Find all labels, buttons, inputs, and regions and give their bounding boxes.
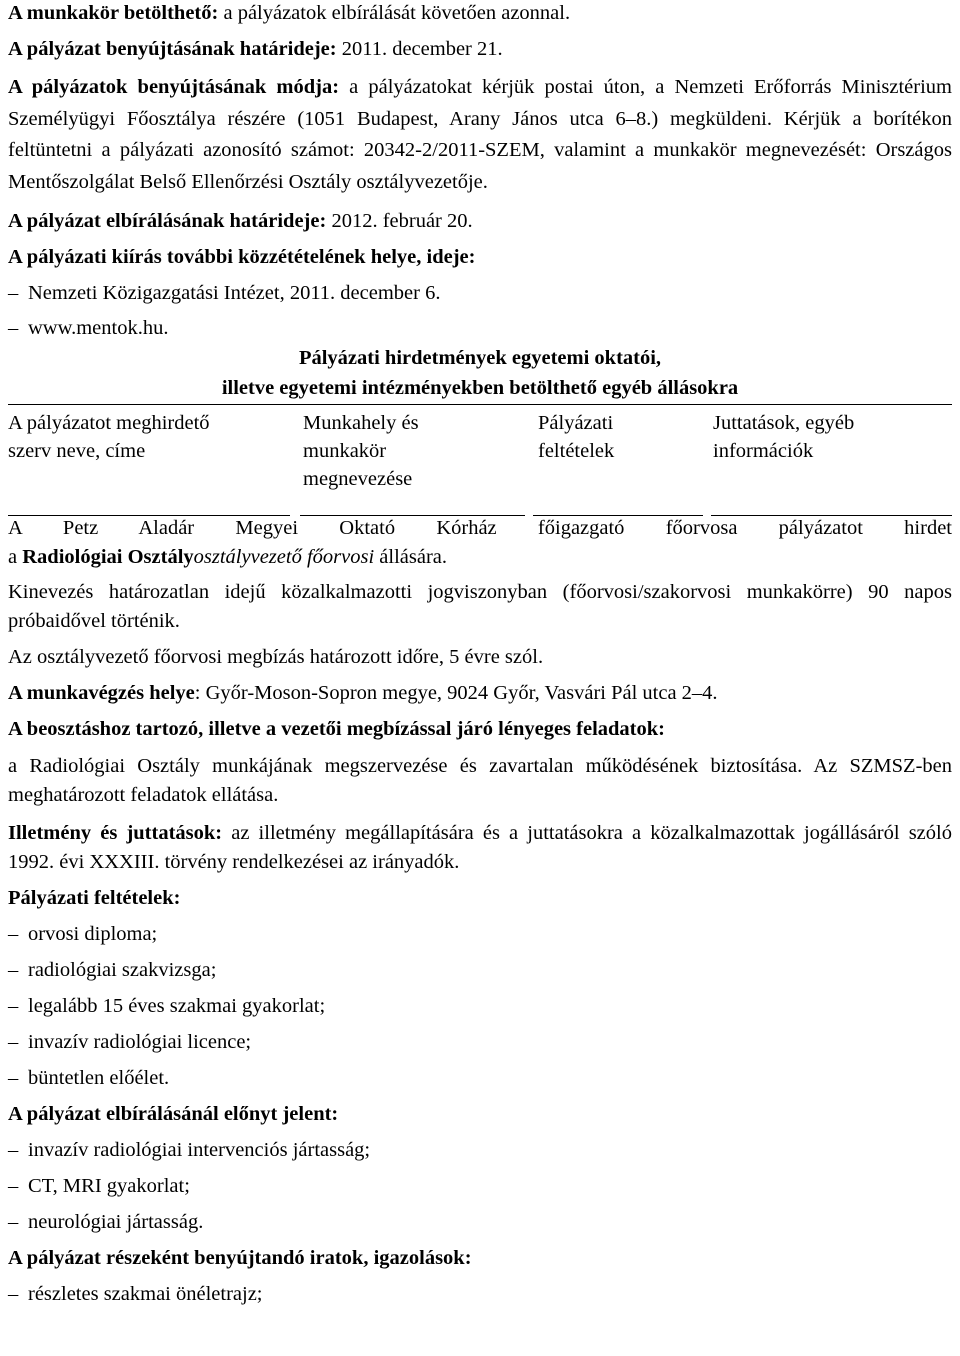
listing-table-header (8, 404, 952, 491)
header-col-organisation: A pályázatot meghirdető szerv neve, címe (8, 412, 210, 462)
duties-label: A beosztáshoz tartozó, illetve a vezetői megbízással járó lényeges feladatok: (8, 718, 665, 740)
document-page (8, 0, 952, 1307)
condition-item: – orvosi diploma; (8, 921, 952, 947)
duties-text: a Radiológiai Osztály munkájának megszervezése és zavartalan működésének biztosítása. Az SZMSZ-ben meghatározott feladatok ellátása. (8, 755, 952, 806)
condition-item: – legalább 15 éves szakmai gyakorlat; (8, 993, 952, 1019)
condition-item: – invazív radiológiai licence; (8, 1029, 952, 1055)
publication-label: A pályázati kiírás további közzétételének helye, ideje: (8, 246, 476, 268)
advantage-item: – neurológiai jártasság. (8, 1209, 952, 1235)
submission-method-label: A pályázatok benyújtásának módja: (8, 76, 340, 98)
publication-item: – www.mentok.hu. (8, 315, 952, 341)
mandate-text: Az osztályvezető főorvosi megbízás határozott időre, 5 évre szól. (8, 646, 544, 668)
submission-method-text: a pályázatokat kérjük postai úton, a Nemzeti Erőforrás Minisztérium Személyügyi Főosztálya részére (1051 Budapest, Arany János utca 6–8.) megküldeni. Kérjük a borítékon feltüntetni a pályázati azonosító számot: 20342-2/2011-SZEM, valamint a munkakör megnevezését: Országos Mentőszolgálat Belső Ellenőrzési Osztály osztályvezetője. (8, 76, 952, 193)
condition-item: – büntetlen előélet. (8, 1065, 952, 1091)
evaluation-deadline-text: 2012. február 20. (326, 210, 473, 232)
section-title-line-1: Pályázati hirdetmények egyetemi oktatói, (298, 347, 662, 369)
department-name: Radiológiai Osztály (22, 546, 194, 568)
advantages-label: A pályázat elbírálásánál előnyt jelent: (8, 1103, 339, 1125)
start-date-text: a pályázatok elbírálását követően azonnal. (218, 2, 571, 24)
table-bottom-rule (711, 515, 952, 516)
header-col-conditions: Pályázati feltételek (538, 412, 615, 462)
document-item: – részletes szakmai önéletrajz; (8, 1281, 952, 1307)
conditions-label: Pályázati feltételek: (8, 887, 181, 909)
publication-item: – Nemzeti Közigazgatási Intézet, 2011. december 6. (8, 280, 952, 306)
table-bottom-rule (8, 515, 290, 516)
announcement-opening: A Petz Aladár Megyei Oktató Kórház főigazgató főorvosa pályázatot hirdet (8, 517, 952, 539)
documents-label: A pályázat részeként benyújtandó iratok, igazolások: (8, 1247, 472, 1269)
evaluation-deadline-label: A pályázat elbírálásának határideje: (8, 210, 327, 232)
start-date-line (8, 0, 952, 26)
appointment-text: Kinevezés határozatlan idejű közalkalmazotti jogviszonyban (főorvosi/szakorvosi munkakörre) 90 napos próbaidővel történik. (8, 581, 952, 632)
workplace-label: A munkavégzés helye (8, 682, 195, 704)
evaluation-deadline-line (8, 208, 952, 234)
salary-paragraph (8, 819, 952, 877)
section-title-line-2: illetve egyetemi intézményekben betölthető egyéb állásokra (221, 377, 739, 399)
advantage-item: – invazív radiológiai intervenciós jártasság; (8, 1137, 952, 1163)
submission-deadline-text: 2011. december 21. (336, 38, 503, 60)
submission-deadline-label: A pályázat benyújtásának határideje: (8, 38, 337, 60)
submission-method (8, 72, 952, 198)
position-title: osztályvezető főorvosi (193, 546, 375, 568)
salary-label: Illetmény és juttatások: (8, 822, 223, 844)
header-col-benefits: Juttatások, egyéb információk (713, 412, 855, 462)
table-bottom-rule (300, 515, 525, 516)
submission-deadline-line (8, 36, 952, 62)
start-date-label: A munkakör betölthető: (8, 2, 219, 24)
advantage-item: – CT, MRI gyakorlat; (8, 1173, 952, 1199)
workplace-text: : Győr-Moson-Sopron megye, 9024 Győr, Vasvári Pál utca 2–4. (194, 682, 718, 704)
condition-item: – radiológiai szakvizsga; (8, 957, 952, 983)
header-col-position: Munkahely és munkakör megnevezése (303, 412, 419, 490)
salary-text: az illetmény megállapítására és a juttatásokra a közalkalmazottak jogállásáról szóló 1992. évi XXXIII. törvény rendelkezései az irányadók. (8, 822, 952, 873)
announcement-opening-cont: a Radiológiai Osztályosztályvezető főorvosi állására. (8, 546, 447, 568)
table-bottom-rule (533, 515, 703, 516)
workplace-line (8, 680, 952, 706)
